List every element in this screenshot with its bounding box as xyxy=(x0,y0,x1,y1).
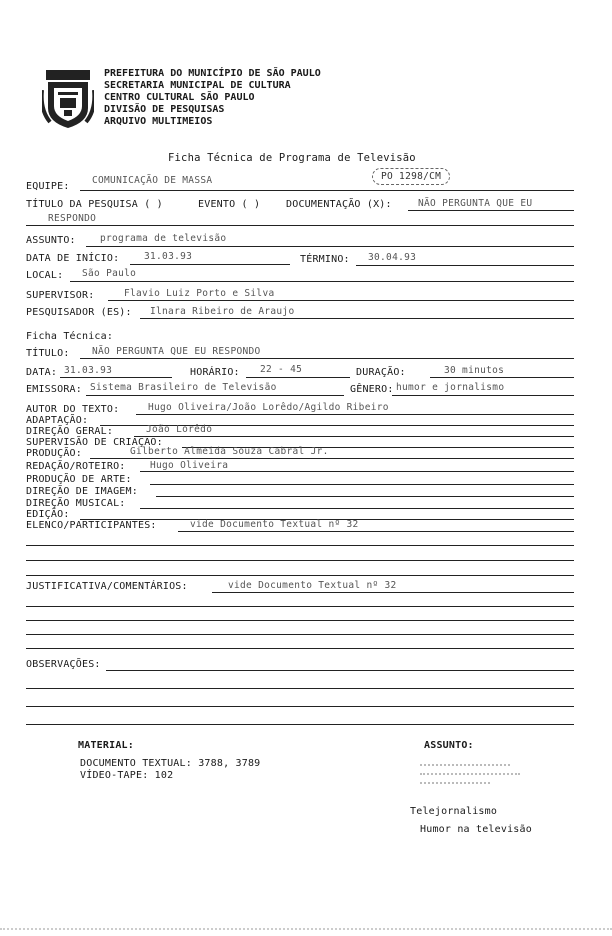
assunto-label: ASSUNTO: xyxy=(26,235,76,246)
ficha-data-label: DATA: xyxy=(26,367,58,378)
scan-edge xyxy=(0,928,612,932)
ficha-elenco-label: ELENCO/PARTICIPANTES: xyxy=(26,520,157,531)
supervisor-value: Flavio Luiz Porto e Silva xyxy=(124,288,275,299)
blank-line xyxy=(26,606,574,607)
pesquisa-value-cont: RESPONDO xyxy=(48,213,97,224)
ficha-adaptacao-label: ADAPTAÇÃO: xyxy=(26,415,89,426)
material-label: MATERIAL: xyxy=(78,740,134,751)
local-label: LOCAL: xyxy=(26,270,64,281)
ficha-autor-value: Hugo Oliveira/João Lorêdo/Agildo Ribeiro xyxy=(148,402,389,413)
assunto-value: programa de televisão xyxy=(100,233,227,244)
ficha-dir-imagem-label: DIREÇÃO DE IMAGEM: xyxy=(26,486,138,497)
ficha-elenco-value: vide Documento Textual nº 32 xyxy=(190,519,359,530)
termino-value: 30.04.93 xyxy=(368,252,417,263)
assunto-footer-item-1: Telejornalismo xyxy=(410,806,498,817)
pesquisa-value: NÃO PERGUNTA QUE EU xyxy=(418,198,533,209)
faded-text-block xyxy=(420,760,530,791)
documentacao-label: DOCUMENTAÇÃO (X): xyxy=(286,199,392,210)
ficha-heading: Ficha Técnica: xyxy=(26,331,114,342)
pesquisador-label: PESQUISADOR (ES): xyxy=(26,307,132,318)
observacoes-label: OBSERVAÇÕES: xyxy=(26,659,101,670)
inicio-value: 31.03.93 xyxy=(144,251,193,262)
ficha-redacao-label: REDAÇÃO/ROTEIRO: xyxy=(26,461,126,472)
ficha-autor-label: AUTOR DO TEXTO: xyxy=(26,404,120,415)
equipe-value: COMUNICAÇÃO DE MASSA xyxy=(92,175,213,186)
ficha-edicao-label: EDIÇÃO: xyxy=(26,509,70,520)
blank-line xyxy=(26,706,574,707)
blank-line xyxy=(26,724,574,725)
ficha-direcao-geral-label: DIREÇÃO GERAL: xyxy=(26,426,114,437)
protocol-code: PO 1298/CM xyxy=(372,168,450,185)
ficha-duracao-label: DURAÇÃO: xyxy=(356,367,406,378)
document-title: Ficha Técnica de Programa de Televisão xyxy=(168,152,416,164)
blank-line xyxy=(26,545,574,546)
institution-header xyxy=(104,68,321,128)
ficha-emissora-label: EMISSORA: xyxy=(26,384,82,395)
ficha-emissora-value: Sistema Brasileiro de Televisão xyxy=(90,382,277,393)
header-line-2: SECRETARIA MUNICIPAL DE CULTURA xyxy=(104,80,291,91)
ficha-genero-label: GÊNERO: xyxy=(350,384,394,395)
material-doc: DOCUMENTO TEXTUAL: 3788, 3789 xyxy=(80,758,261,769)
blank-line xyxy=(26,560,574,561)
ficha-horario-label: HORÁRIO: xyxy=(190,367,240,378)
ficha-producao-label: PRODUÇÃO: xyxy=(26,448,82,459)
blank-line xyxy=(26,575,574,576)
ficha-supervisao-label: SUPERVISÃO DE CRIAÇÃO: xyxy=(26,437,163,448)
blank-line xyxy=(26,688,574,689)
ficha-duracao-value: 30 minutos xyxy=(444,365,505,376)
equipe-label: EQUIPE: xyxy=(26,181,70,192)
ficha-genero-value: humor e jornalismo xyxy=(396,382,505,393)
blank-line xyxy=(26,634,574,635)
pesquisador-value: Ilnara Ribeiro de Araujo xyxy=(150,306,295,317)
header-line-5: ARQUIVO MULTIMEIOS xyxy=(104,116,213,127)
ficha-dir-musical-label: DIREÇÃO MUSICAL: xyxy=(26,498,126,509)
ficha-titulo-label: TÍTULO: xyxy=(26,348,70,359)
header-line-1: PREFEITURA DO MUNICÍPIO DE SÃO PAULO xyxy=(104,68,321,79)
header-line-4: DIVISÃO DE PESQUISAS xyxy=(104,104,225,115)
ficha-producao-value: Gilberto Almeida Souza Cabral Jr. xyxy=(130,446,329,457)
justificativa-label: JUSTIFICATIVA/COMENTÁRIOS: xyxy=(26,581,188,592)
material-video: VÍDEO-TAPE: 102 xyxy=(80,770,174,781)
evento-label: EVENTO ( ) xyxy=(198,199,261,210)
ficha-data-value: 31.03.93 xyxy=(64,365,113,376)
termino-label: TÉRMINO: xyxy=(300,254,350,265)
justificativa-value: vide Documento Textual nº 32 xyxy=(228,580,397,591)
assunto-footer-label: ASSUNTO: xyxy=(424,740,474,751)
ficha-prod-arte-label: PRODUÇÃO DE ARTE: xyxy=(26,474,132,485)
ficha-titulo-value: NÃO PERGUNTA QUE EU RESPONDO xyxy=(92,346,261,357)
coat-of-arms-icon xyxy=(42,70,94,130)
local-value: São Paulo xyxy=(82,268,137,279)
assunto-footer-item-2: Humor na televisão xyxy=(420,824,532,835)
blank-line xyxy=(26,620,574,621)
inicio-label: DATA DE INÍCIO: xyxy=(26,253,120,264)
supervisor-label: SUPERVISOR: xyxy=(26,290,95,301)
blank-line xyxy=(26,648,574,649)
ficha-redacao-value: Hugo Oliveira xyxy=(150,460,229,471)
ficha-direcao-geral-value: João Lorêdo xyxy=(146,424,213,435)
pesquisa-label: TÍTULO DA PESQUISA ( ) xyxy=(26,199,163,210)
ficha-horario-value: 22 - 45 xyxy=(260,364,303,375)
header-line-3: CENTRO CULTURAL SÃO PAULO xyxy=(104,92,255,103)
